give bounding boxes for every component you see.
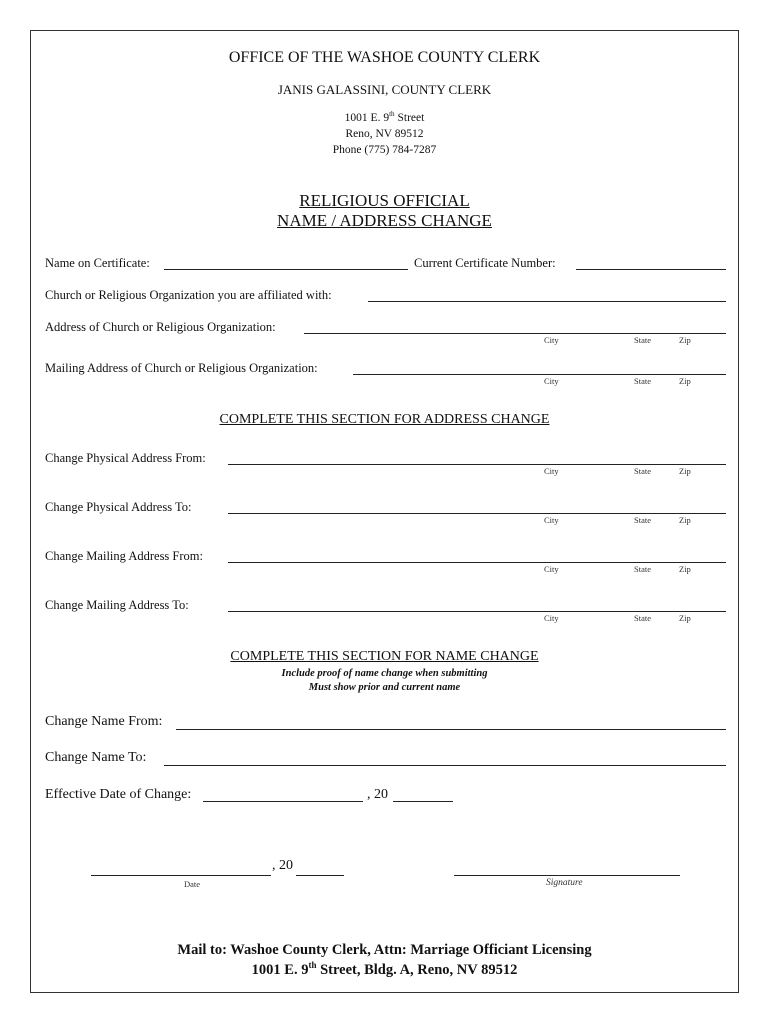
sublabel-city: City	[544, 376, 559, 386]
sublabel-city: City	[544, 564, 559, 574]
sublabel-state: State	[634, 466, 651, 476]
office-street: 1001 E. 9th Street	[344, 110, 425, 124]
mail-to-line1: Mail to: Washoe County Clerk, Attn: Marriage Officiant Licensing	[177, 942, 592, 958]
mailing-address-field[interactable]	[353, 374, 726, 375]
sublabel-zip: Zip	[679, 515, 691, 525]
name-to-field[interactable]	[164, 765, 726, 766]
name-from-field[interactable]	[176, 729, 726, 730]
date-year-prefix: , 20	[272, 858, 293, 873]
effective-date-label: Effective Date of Change:	[45, 787, 192, 802]
mail-to-line2: 1001 E. 9th Street, Bldg. A, Reno, NV 89512	[251, 960, 518, 978]
effective-year-field[interactable]	[393, 801, 453, 802]
church-affiliated-label: Church or Religious Organization you are affiliated with:	[45, 288, 332, 302]
form-title-line2: NAME / ADDRESS CHANGE	[277, 211, 492, 230]
name-on-certificate-field[interactable]	[164, 269, 408, 270]
sublabel-state: State	[634, 613, 651, 623]
sublabel-city: City	[544, 466, 559, 476]
form-title-line1: RELIGIOUS OFFICIAL	[299, 191, 470, 210]
form-page	[30, 30, 739, 993]
certificate-number-label: Current Certificate Number:	[414, 256, 556, 270]
name-to-label: Change Name To:	[45, 750, 147, 765]
date-year-field[interactable]	[296, 875, 344, 876]
effective-year-prefix: , 20	[367, 787, 388, 802]
name-from-label: Change Name From:	[45, 714, 163, 729]
sublabel-zip: Zip	[679, 335, 691, 345]
mailing-address-label: Mailing Address of Church or Religious Organization:	[45, 361, 318, 375]
name-change-note1: Include proof of name change when submitting	[281, 668, 488, 679]
sublabel-zip: Zip	[679, 466, 691, 476]
date-field[interactable]	[91, 875, 271, 876]
sublabel-city: City	[544, 613, 559, 623]
sublabel-zip: Zip	[679, 613, 691, 623]
church-address-label: Address of Church or Religious Organization:	[45, 320, 276, 334]
physical-from-field[interactable]	[228, 464, 726, 465]
physical-to-label: Change Physical Address To:	[45, 500, 192, 514]
office-phone: Phone (775) 784-7287	[332, 144, 437, 156]
address-change-heading: COMPLETE THIS SECTION FOR ADDRESS CHANGE	[219, 412, 550, 427]
date-label: Date	[184, 879, 201, 889]
office-city: Reno, NV 89512	[345, 128, 424, 140]
church-affiliated-field[interactable]	[368, 301, 726, 302]
name-on-certificate-label: Name on Certificate:	[45, 256, 150, 270]
signature-field[interactable]	[454, 875, 680, 876]
mailing-to-label: Change Mailing Address To:	[45, 598, 189, 612]
sublabel-state: State	[634, 335, 651, 345]
mailing-from-label: Change Mailing Address From:	[45, 549, 203, 563]
office-title: OFFICE OF THE WASHOE COUNTY CLERK	[228, 49, 541, 66]
effective-date-field[interactable]	[203, 801, 363, 802]
sublabel-city: City	[544, 335, 559, 345]
sublabel-city: City	[544, 515, 559, 525]
sublabel-state: State	[634, 564, 651, 574]
sublabel-state: State	[634, 376, 651, 386]
certificate-number-field[interactable]	[576, 269, 726, 270]
signature-label: Signature	[546, 878, 583, 888]
mailing-from-field[interactable]	[228, 562, 726, 563]
sublabel-state: State	[634, 515, 651, 525]
physical-to-field[interactable]	[228, 513, 726, 514]
sublabel-zip: Zip	[679, 376, 691, 386]
name-change-heading: COMPLETE THIS SECTION FOR NAME CHANGE	[230, 649, 539, 664]
clerk-name: JANIS GALASSINI, COUNTY CLERK	[277, 82, 492, 97]
physical-from-label: Change Physical Address From:	[45, 451, 206, 465]
church-address-field[interactable]	[304, 333, 726, 334]
sublabel-zip: Zip	[679, 564, 691, 574]
mailing-to-field[interactable]	[228, 611, 726, 612]
name-change-note2: Must show prior and current name	[308, 682, 461, 693]
